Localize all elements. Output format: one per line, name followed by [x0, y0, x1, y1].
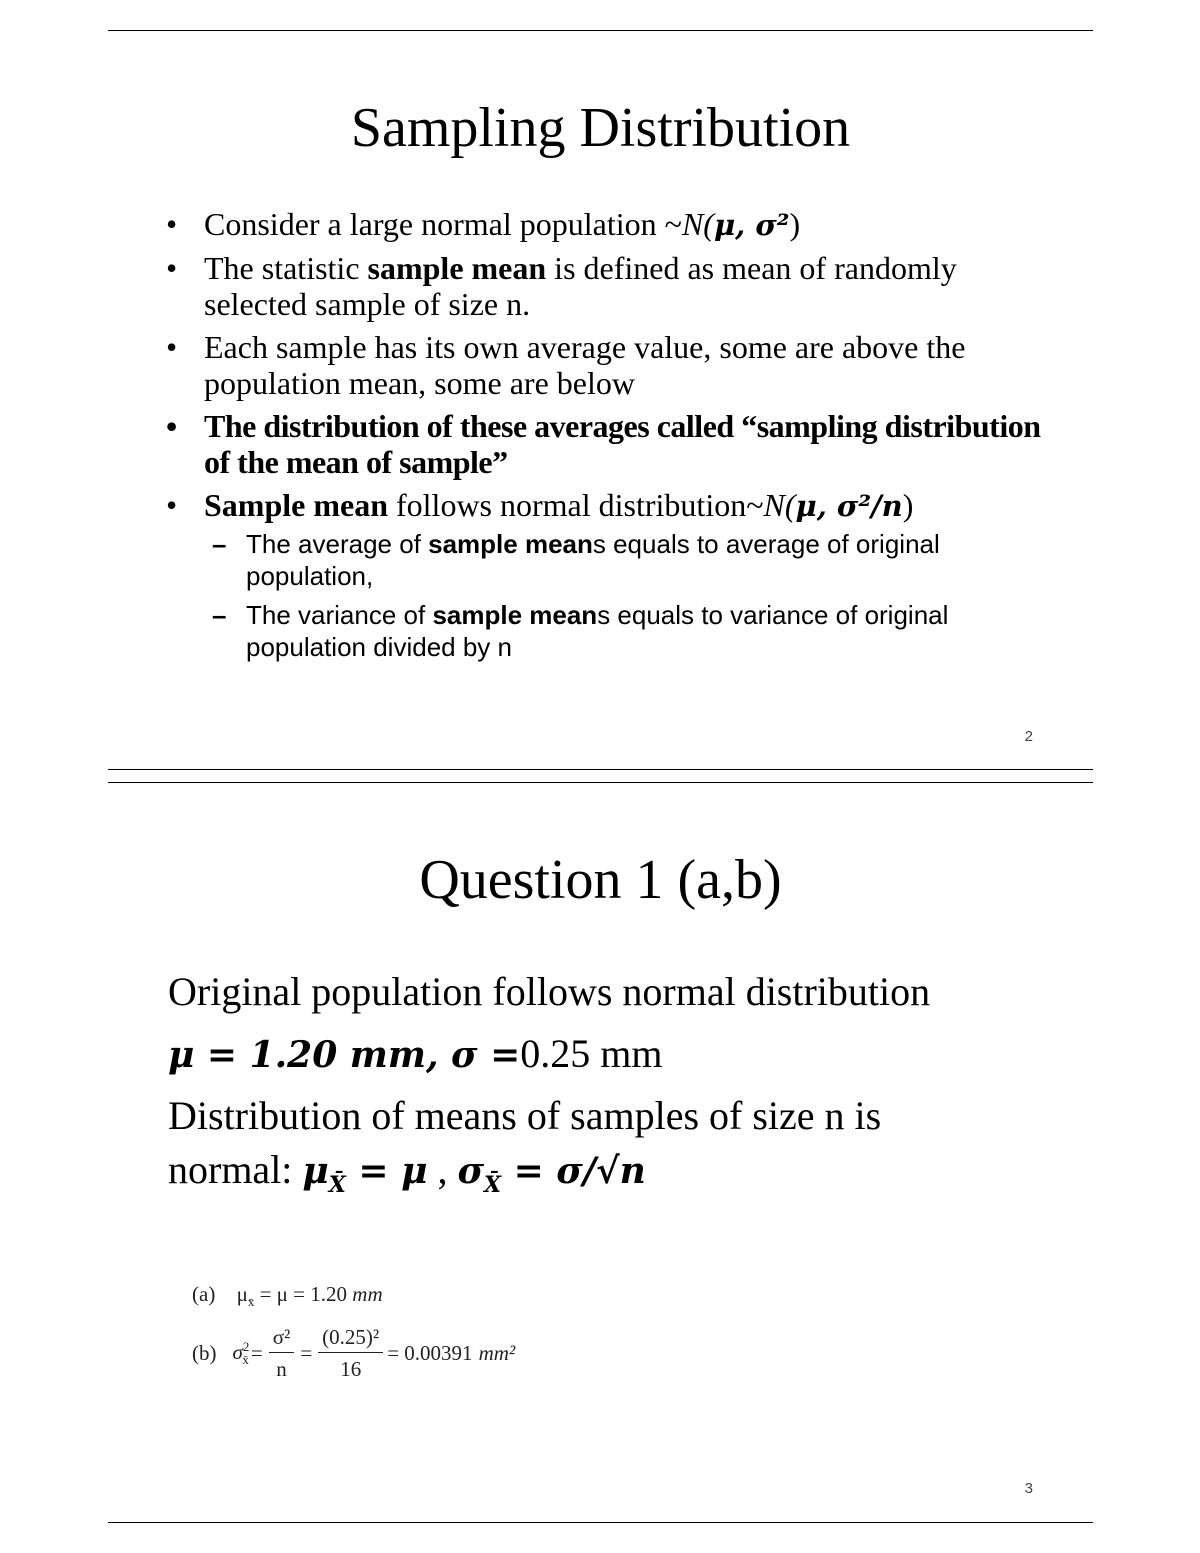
fraction-denominator: 16: [340, 1357, 362, 1381]
slide-title: Sampling Distribution: [350, 97, 851, 159]
solution-label: (a): [192, 1282, 216, 1306]
bullet-item: [166, 408, 1046, 480]
math-params: μ, σ²/n: [795, 489, 903, 523]
math-params: μ = 1.20 mm, σ =: [168, 1034, 521, 1076]
problem-text: ,: [427, 1147, 458, 1192]
bold-term: sample mean: [428, 529, 593, 559]
bullet-text: follows normal distribution~: [388, 487, 764, 523]
math-value: = μ = 1.20: [254, 1282, 353, 1306]
bold-term: sample mean: [432, 600, 598, 630]
math-eq: = μ: [345, 1150, 428, 1192]
math-params: μ, σ²: [713, 208, 790, 242]
bullet-text: ): [902, 487, 914, 523]
sub-bullet-text: The variance of: [246, 600, 433, 630]
math-mu: μ: [236, 1282, 248, 1306]
solution-a: [192, 1282, 383, 1310]
solution-b: (b) $\sigma^2_{x̄}$ = $\frac{\text{σ²}}{n}$ = $\frac{\text{(0.25)²}}{16}$ = 0.00391 mm²: [192, 1325, 516, 1381]
slide-title: Question 1 (a,b): [419, 849, 782, 911]
problem-line-1: Original population follows normal distribution: [168, 969, 931, 1014]
problem-text: 0.25 mm: [520, 1031, 663, 1076]
sub-bullet-list: [204, 528, 1046, 663]
fraction-numerator: (0.25)²: [318, 1325, 383, 1353]
fraction-numerator: σ²: [269, 1325, 295, 1353]
bottom-rule: [108, 1522, 1093, 1523]
bullet-text: The statistic: [204, 250, 368, 286]
sub-bullet-item: [204, 599, 1046, 663]
math-subscript: x̄: [242, 1352, 249, 1368]
math-unit: mm: [352, 1282, 383, 1306]
sub-bullet-text: s equals to variance of original population divided by n: [246, 600, 949, 662]
problem-text: normal:: [168, 1147, 303, 1192]
bullet-item: [166, 206, 1046, 243]
slide-divider-top: [108, 769, 1093, 770]
solution-label: (b): [192, 1341, 217, 1365]
math-n: N(: [763, 487, 796, 523]
slide-3: [108, 782, 1093, 1522]
math-subscript: X̄: [484, 1172, 502, 1198]
math-mu: μ: [302, 1150, 329, 1192]
bullet-text: is defined as mean of randomly selected sample of size n.: [204, 250, 957, 322]
math-eq: = σ/√n: [501, 1150, 646, 1192]
problem-line-2: [168, 1031, 663, 1076]
fraction-denominator: n: [276, 1357, 287, 1381]
problem-line-4: [168, 1147, 646, 1198]
math-value: = 0.00391: [387, 1341, 473, 1365]
sub-bullet-text: s equals to average of original population,: [246, 529, 940, 591]
math-sigma: σ: [232, 1339, 243, 1364]
slide-2: [108, 30, 1093, 769]
bullet-item: [166, 487, 1046, 663]
fraction-2: [318, 1325, 383, 1382]
problem-line-3: Distribution of means of samples of size n is: [168, 1093, 882, 1138]
bold-term: sample mean: [367, 250, 547, 286]
bold-term: Sample mean: [204, 487, 388, 523]
math-sigma: σ: [457, 1150, 484, 1192]
bullet-text: Consider a large normal population ~: [204, 206, 682, 242]
bullet-text: Each sample has its own average value, some are above the population mean, some are below: [204, 329, 966, 401]
math-subscript: x̄: [247, 1294, 255, 1310]
sub-bullet-item: [204, 528, 1046, 592]
bullet-item: [166, 329, 1046, 401]
math-unit: mm²: [478, 1341, 516, 1365]
bullet-list: [166, 206, 1046, 670]
page-number: 2: [1024, 728, 1033, 745]
fraction-1: [269, 1325, 295, 1382]
math-n: N(: [681, 206, 714, 242]
bullet-text: ): [789, 206, 801, 242]
math-superscript: 2: [242, 1338, 250, 1354]
page-number: 3: [1024, 1480, 1033, 1497]
bullet-text: The distribution of these averages called “sampling distribution of the mean of sample”: [204, 408, 1041, 480]
math-subscript: X̄: [328, 1172, 346, 1198]
bullet-item: [166, 250, 1046, 322]
sub-bullet-text: The average of: [246, 529, 429, 559]
